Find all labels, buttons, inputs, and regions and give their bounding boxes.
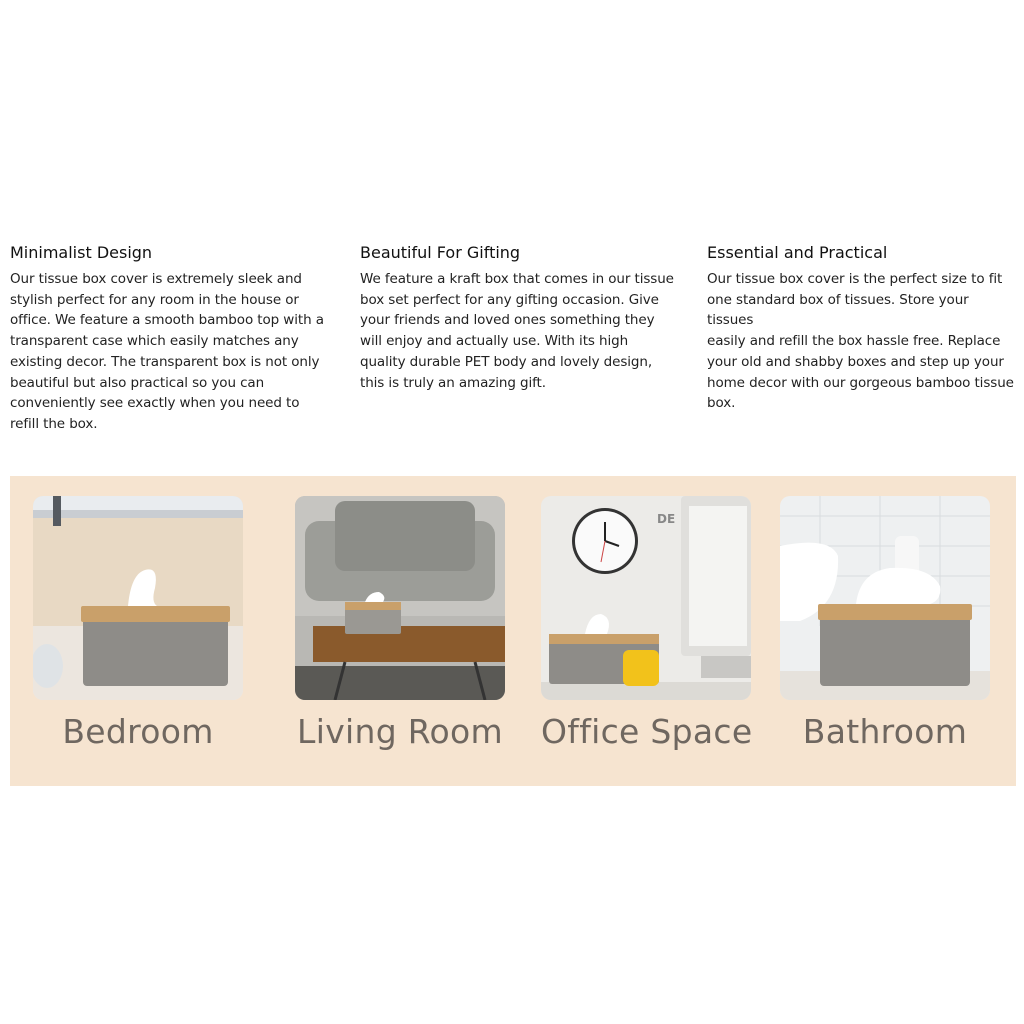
features-section (0, 243, 1024, 443)
office-space-photo (541, 496, 751, 700)
office-wall-text: DE (657, 512, 676, 526)
feature-minimalist-design (10, 243, 330, 435)
feature-title: Minimalist Design (10, 243, 153, 262)
bathroom-photo (780, 496, 990, 700)
feature-title: Essential and Practical (707, 243, 888, 262)
feature-description: We feature a kraft box that comes in our tissue box set perfect for any gifting occasion. Give your friends and loved ones something they will enjoy and actually use. With its high quality durable PET body and lovely design, this is truly an amazing gift. (360, 271, 674, 391)
feature-title: Beautiful For Gifting (360, 243, 521, 262)
bedroom-photo (33, 496, 243, 700)
room-label-office-space: Office Space (541, 712, 753, 751)
room-label-bathroom: Bathroom (802, 712, 968, 751)
feature-description: Our tissue box cover is the perfect size to fit one standard box of tissues. Store your tissues easily and refill the box hassle free. Replace your old and shabby boxes and step up your home decor with our gorgeous bamboo tissue box. (707, 271, 1014, 412)
feature-description: Our tissue box cover is extremely sleek and stylish perfect for any room in the house or office. We feature a smooth bamboo top with a transparent case which easily matches any existing decor. The transparent box is not only beautiful but also practical so you can conveniently see exactly when you need to refill the box. (10, 271, 324, 432)
room-label-bedroom: Bedroom (62, 712, 214, 751)
room-label-living-room: Living Room (297, 712, 503, 751)
feature-beautiful-for-gifting (360, 243, 680, 393)
feature-essential-and-practical (707, 243, 1019, 414)
living-room-photo (295, 496, 505, 700)
room-usage-banner (10, 476, 1016, 786)
